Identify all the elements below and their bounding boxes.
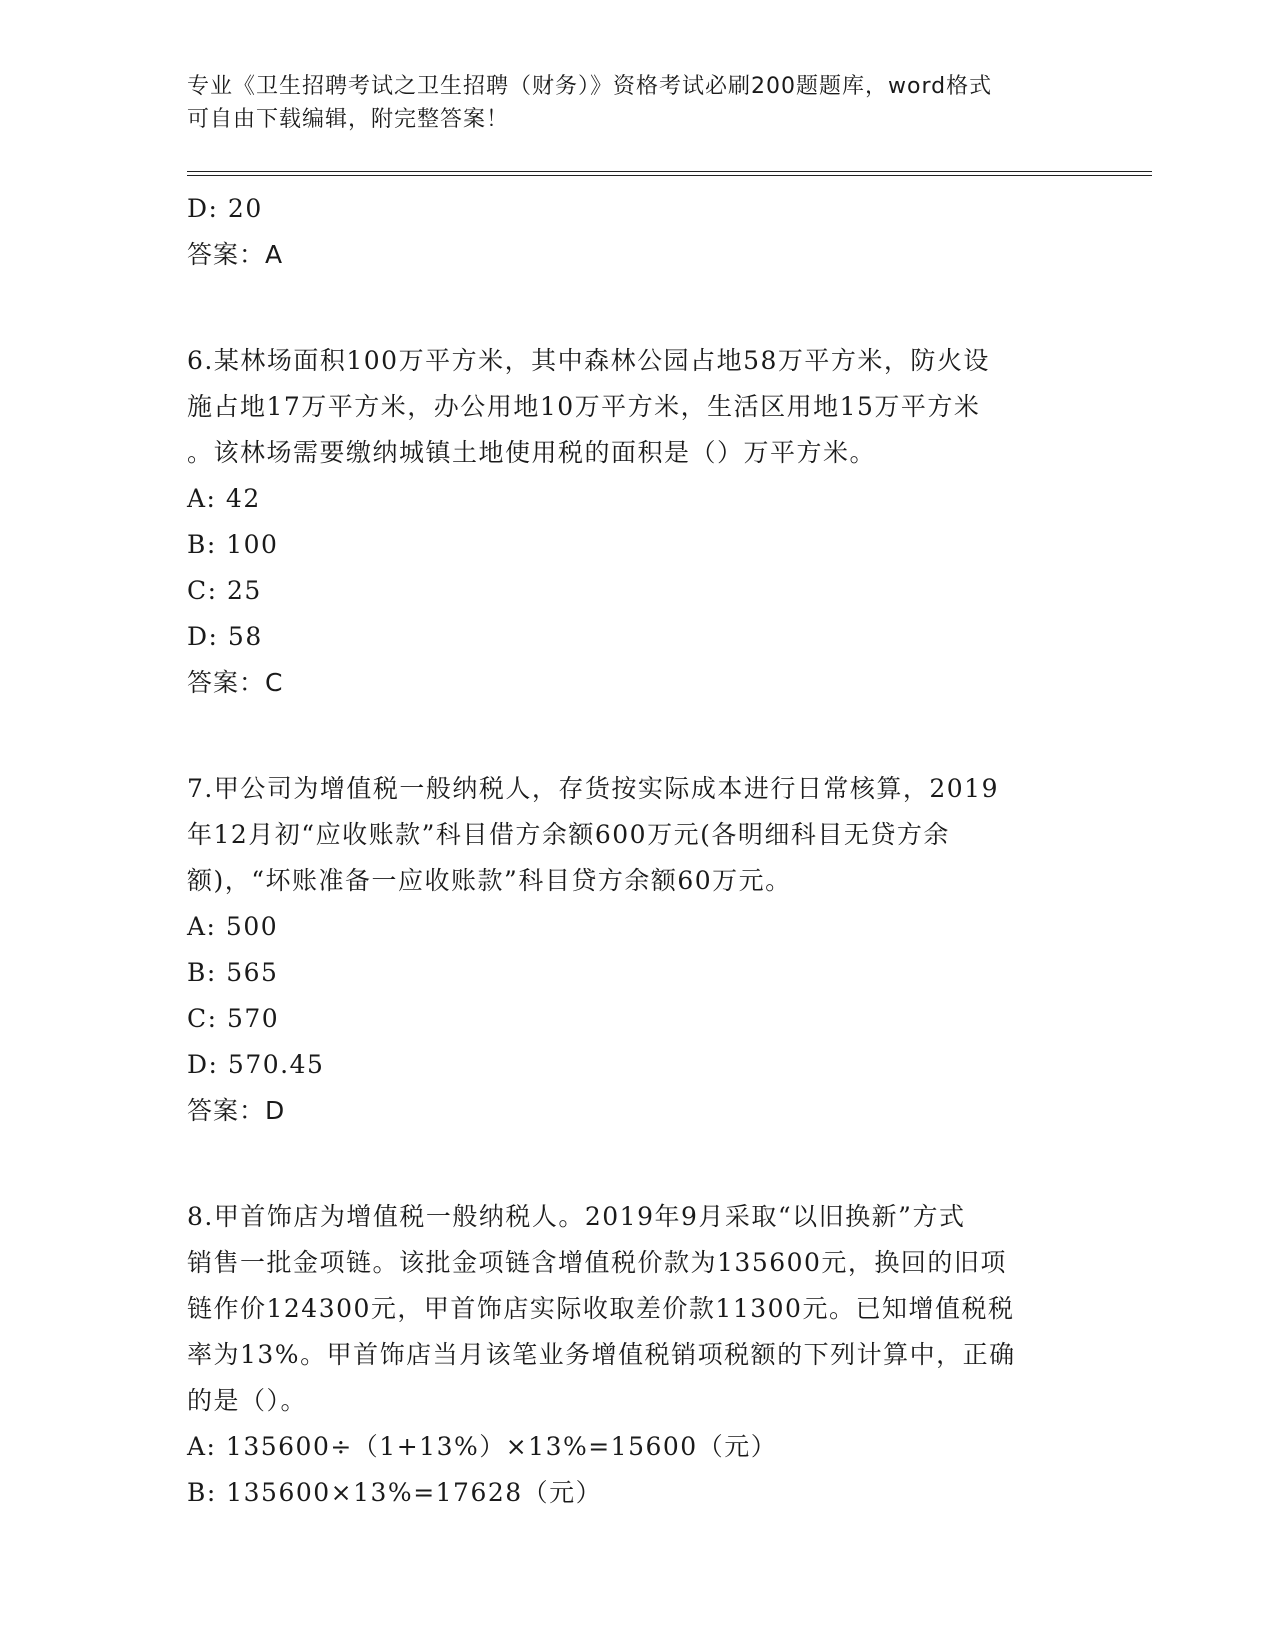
- header-line-2: 可自由下载编辑，附完整答案！: [187, 107, 510, 132]
- option-a: A: 42: [187, 484, 261, 513]
- stem-line: 销售一批金项链。该批金项链含增值税价款为135600元，换回的旧项: [187, 1248, 1007, 1277]
- question-6: [187, 338, 1087, 706]
- stem-line: 6.某林场面积100万平方米，其中森林公园占地58万平方米，防火设: [187, 346, 990, 375]
- option-b: B: 100: [187, 530, 279, 559]
- answer-line: 答案：A: [187, 240, 284, 269]
- option-d: D: 570.45: [187, 1050, 325, 1079]
- question-stem: [187, 338, 1087, 476]
- option-c: C: 25: [187, 576, 262, 605]
- option-c: C: 570: [187, 1004, 280, 1033]
- stem-line: 额)，“坏账准备一应收账款”科目贷方余额60万元。: [187, 866, 792, 895]
- option-b: B: 565: [187, 958, 279, 987]
- stem-line: 年12月初“应收账款”科目借方余额600万元(各明细科目无贷方余: [187, 820, 950, 849]
- stem-line: 的是（）。: [187, 1386, 308, 1415]
- question-stem: [187, 1194, 1087, 1424]
- answer-line: 答案：C: [187, 668, 284, 697]
- stem-line: 。该林场需要缴纳城镇土地使用税的面积是（）万平方米。: [187, 438, 877, 467]
- question-7: [187, 766, 1087, 1134]
- question-8: [187, 1194, 1087, 1516]
- option-b: B: 135600×13%=17628（元）: [187, 1478, 603, 1507]
- stem-line: 施占地17万平方米，办公用地10万平方米，生活区用地15万平方米: [187, 392, 981, 421]
- stem-line: 8.甲首饰店为增值税一般纳税人。2019年9月采取“以旧换新”方式: [187, 1202, 966, 1231]
- option-d: D: 20: [187, 194, 263, 223]
- option-a: A: 135600÷（1+13%）×13%=15600（元）: [187, 1432, 778, 1461]
- stem-line: 链作价124300元，甲首饰店实际收取差价款11300元。已知增值税税: [187, 1294, 1015, 1323]
- option-a: A: 500: [187, 912, 279, 941]
- stem-line: 率为13%。甲首饰店当月该笔业务增值税销项税额的下列计算中，正确: [187, 1340, 1016, 1369]
- document-body: [187, 186, 1087, 1516]
- header-rule-bottom: [187, 175, 1152, 176]
- header-rule-top: [187, 171, 1152, 172]
- option-d: D: 58: [187, 622, 263, 651]
- answer-line: 答案：D: [187, 1096, 286, 1125]
- header-line-1: 专业《卫生招聘考试之卫生招聘（财务）》资格考试必刷200题题库，word格式: [187, 74, 993, 99]
- page-header: [187, 70, 1087, 136]
- stem-line: 7.甲公司为增值税一般纳税人，存货按实际成本进行日常核算，2019: [187, 774, 999, 803]
- question-stem: [187, 766, 1087, 904]
- question-5-fragment: [187, 186, 1087, 278]
